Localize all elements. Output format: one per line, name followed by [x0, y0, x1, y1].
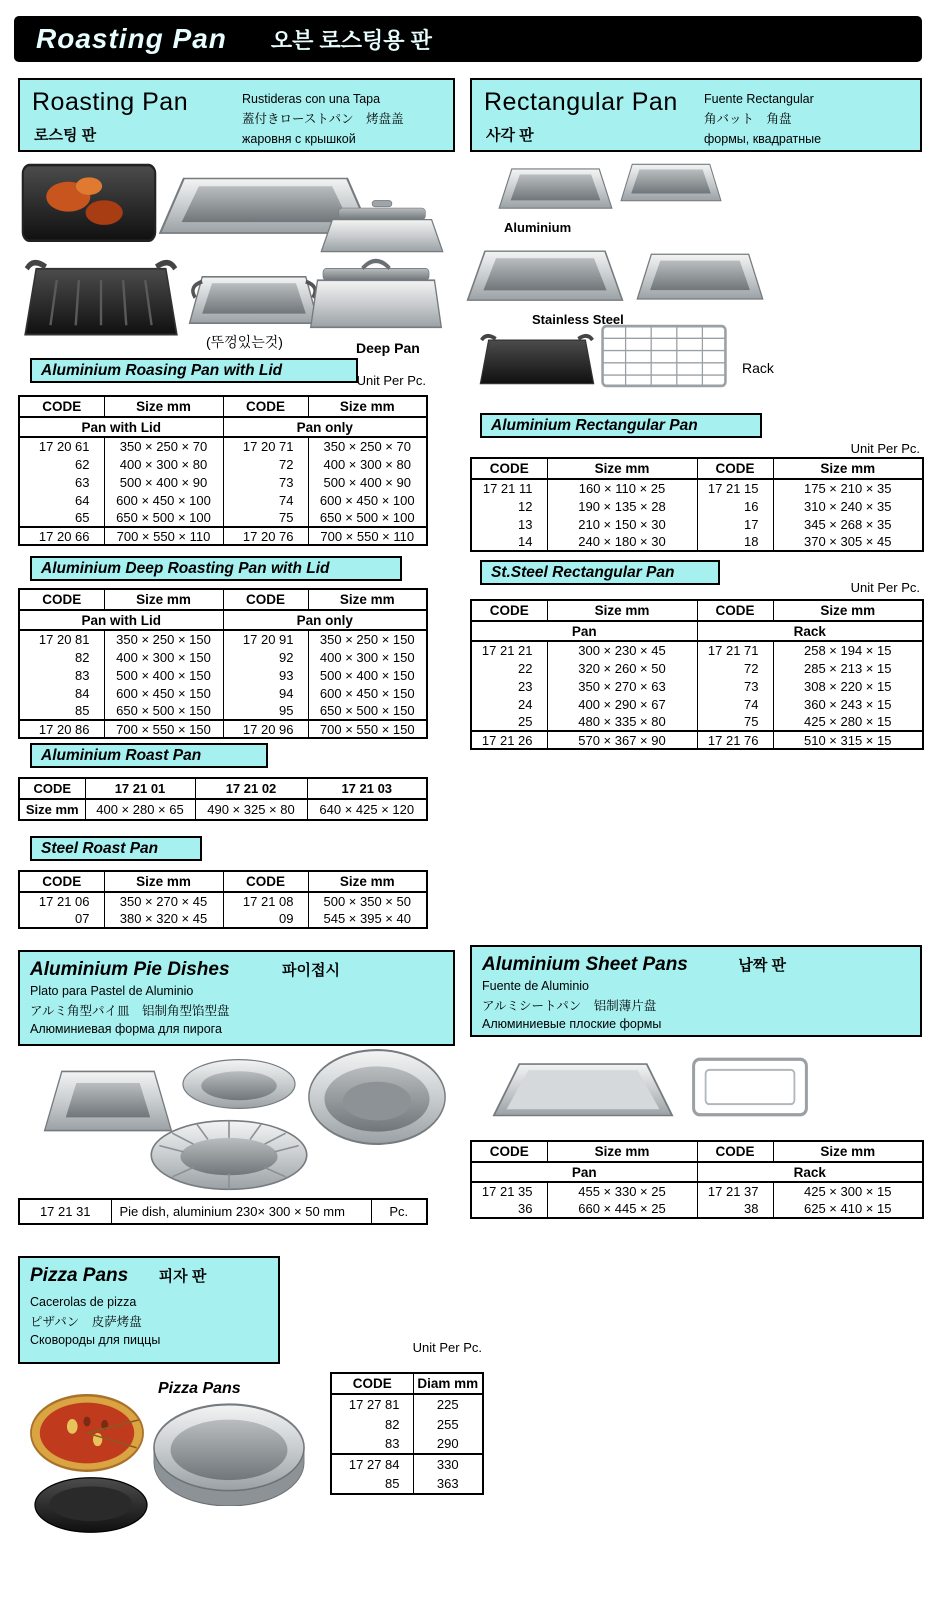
sheet-pans-japanese-chinese: アルミシートパン 铝制薄片盘	[482, 999, 657, 1013]
section-aluminium-roasting-pan-with-lid	[30, 358, 358, 383]
table-cell: 17 20 76	[223, 527, 308, 545]
roasting-pan-japanese-chinese: 蓋付きローストパン 烤盘盖	[242, 112, 404, 126]
table-row	[19, 892, 427, 910]
section-title: Steel Roast Pan	[41, 839, 159, 857]
table-row	[19, 455, 427, 473]
table-row	[19, 630, 427, 648]
table-aluminium-roast-pan	[18, 777, 428, 821]
table-cell: 12	[518, 498, 533, 514]
table-row	[331, 1454, 483, 1474]
aluminium-pie-dishes-box	[18, 950, 455, 1046]
table-cell: 545 × 395 × 40	[308, 910, 427, 928]
round-pie-tin-photo	[306, 1046, 448, 1148]
table-cell: 84	[75, 685, 90, 701]
column-header: Size mm	[104, 589, 223, 610]
table-cell: 400 × 300 × 150	[308, 648, 427, 666]
roasting-pan-title-korean: 로스팅 판	[34, 127, 97, 144]
table-cell: 500 × 400 × 150	[308, 666, 427, 684]
table-cell: 22	[518, 660, 533, 676]
column-header: Diam mm	[413, 1373, 483, 1394]
table-cell: 625 × 410 × 15	[773, 1200, 923, 1218]
table-row	[19, 1199, 427, 1224]
rectangular-pan-title-korean: 사각 판	[486, 127, 534, 144]
table-cell: 75	[697, 713, 773, 731]
column-header: CODE	[19, 396, 104, 417]
table-cell: 17 21 21	[481, 643, 533, 658]
table-cell: 255	[413, 1414, 483, 1434]
table-cell: 700 × 550 × 150	[104, 720, 223, 738]
column-header: CODE	[19, 871, 104, 892]
table-row	[471, 479, 923, 497]
sheet-pans-spanish: Fuente de Aluminio	[482, 979, 590, 993]
column-header: Size mm	[547, 600, 697, 621]
table-row	[19, 702, 427, 720]
table-cell: 07	[75, 911, 90, 926]
table-cell: 400 × 290 × 67	[547, 695, 697, 713]
table-cell: 400 × 300 × 80	[104, 455, 223, 473]
section-title: St.Steel Rectangular Pan	[491, 563, 675, 581]
table-cell: 17 21 02	[195, 778, 307, 799]
black-pizza-pan-photo	[32, 1474, 150, 1536]
table-cell: 310 × 240 × 35	[773, 497, 923, 515]
table-cell: 650 × 500 × 150	[104, 702, 223, 720]
stainless-steel-label: Stainless Steel	[532, 312, 624, 327]
table-cell: 95	[223, 702, 308, 720]
table-subheader-row	[19, 610, 427, 630]
table-cell: 425 × 280 × 15	[773, 713, 923, 731]
table-row	[331, 1474, 483, 1494]
column-header: CODE	[223, 589, 308, 610]
aluminium-sheet-pans-box	[470, 945, 922, 1037]
table-aluminium-roasting-pan-with-lid	[18, 395, 428, 546]
foil-pie-dish-photo	[148, 1116, 310, 1194]
column-header: Size mm	[773, 458, 923, 479]
pie-dishes-spanish: Plato para Pastel de Aluminio	[30, 984, 194, 998]
table-row	[471, 497, 923, 515]
table-cell: 363	[413, 1474, 483, 1494]
column-header: Size mm	[104, 396, 223, 417]
table-row	[19, 720, 427, 738]
table-cell: 500 × 350 × 50	[308, 892, 427, 910]
table-cell: 330	[413, 1454, 483, 1474]
table-cell: 500 × 400 × 90	[104, 473, 223, 491]
table-cell: 300 × 230 × 45	[547, 641, 697, 659]
table-cell: 18	[697, 533, 773, 551]
column-header: CODE	[697, 458, 773, 479]
column-subheader: Pan only	[223, 610, 427, 630]
pizza-pans-box	[18, 1256, 280, 1364]
table-cell: 490 × 325 × 80	[195, 799, 307, 820]
table-cell: 13	[518, 516, 533, 532]
table-cell: Pie dish, aluminium 230× 300 × 50 mm	[111, 1199, 371, 1224]
column-header: Size mm	[308, 396, 427, 417]
table-cell: 350 × 270 × 45	[104, 892, 223, 910]
table-cell: 74	[697, 695, 773, 713]
table-cell: 94	[223, 684, 308, 702]
table-cell: 308 × 220 × 15	[773, 677, 923, 695]
table-cell: 700 × 550 × 110	[104, 527, 223, 545]
table-cell: 17 20 61	[38, 439, 90, 454]
table-row	[331, 1434, 483, 1454]
unit-per-pc-label: Unit Per Pc.	[850, 441, 920, 456]
table-row	[331, 1394, 483, 1414]
table-cell: 36	[518, 1201, 533, 1216]
table-cell: 400 × 300 × 80	[308, 455, 427, 473]
table-cell: 82	[75, 649, 90, 665]
table-cell: 425 × 300 × 15	[773, 1182, 923, 1200]
roasting-pan-title: Roasting Pan	[32, 88, 189, 116]
table-cell: 160 × 110 × 25	[547, 479, 697, 497]
column-subheader: Rack	[697, 1162, 923, 1182]
table-header-row	[19, 589, 427, 610]
table-cell: 17 20 91	[223, 630, 308, 648]
column-header: CODE	[223, 871, 308, 892]
column-subheader: Pan	[471, 621, 697, 641]
stainless-rect-pan-photo-2	[636, 244, 764, 308]
table-cell: 64	[75, 492, 90, 508]
table-row	[19, 666, 427, 684]
rectangular-pan-spanish: Fuente Rectangular	[704, 92, 814, 106]
table-subheader-row	[471, 621, 923, 641]
table-cell: 600 × 450 × 100	[104, 491, 223, 509]
table-aluminium-sheet-pans	[470, 1140, 924, 1219]
pie-dishes-japanese-chinese: アルミ角型パイ皿 铝制角型馅型盘	[30, 1004, 230, 1018]
sheet-rack-photo	[690, 1054, 810, 1120]
table-row	[19, 437, 427, 455]
table-cell: 23	[518, 678, 533, 694]
roasting-pan-translations	[242, 89, 404, 149]
stainless-rect-pan-photo-1	[466, 240, 624, 310]
table-header-row	[471, 1141, 923, 1162]
section-title: Aluminium Roasing Pan with Lid	[41, 361, 283, 379]
table-row	[19, 509, 427, 527]
table-header-row	[19, 871, 427, 892]
table-cell: 17 21 76	[697, 731, 773, 749]
table-cell: 258 × 194 × 15	[773, 641, 923, 659]
table-cell: 370 × 305 × 45	[773, 533, 923, 551]
section-steel-roast-pan	[30, 836, 202, 861]
column-header: Size mm	[104, 871, 223, 892]
table-cell: 38	[697, 1200, 773, 1218]
pizza-pans-title: Pizza Pans	[30, 1265, 129, 1286]
table-row	[19, 491, 427, 509]
column-subheader: Pan only	[223, 417, 427, 437]
table-row	[19, 910, 427, 928]
table-cell: 93	[223, 666, 308, 684]
table-cell: Size mm	[25, 802, 79, 817]
table-cell: 85	[385, 1476, 400, 1491]
rectangular-pan-translations	[704, 89, 821, 149]
table-cell: 09	[223, 910, 308, 928]
table-cell: 72	[223, 455, 308, 473]
table-cell: 700 × 550 × 110	[308, 527, 427, 545]
table-cell: 600 × 450 × 150	[104, 684, 223, 702]
section-title: Aluminium Rectangular Pan	[491, 416, 698, 434]
deep-pizza-pan-photo	[150, 1398, 308, 1506]
table-cell: 480 × 335 × 80	[547, 713, 697, 731]
table-cell: 600 × 450 × 150	[308, 684, 427, 702]
table-pizza-pans	[330, 1372, 484, 1495]
table-cell: 25	[518, 714, 533, 729]
table-cell: 75	[223, 509, 308, 527]
rack-photo	[600, 322, 728, 390]
table-cell: 72	[697, 659, 773, 677]
section-aluminium-roast-pan	[30, 743, 268, 768]
rectangular-pan-header-box	[470, 78, 922, 152]
table-cell: 16	[697, 497, 773, 515]
column-header: CODE	[471, 458, 547, 479]
table-cell: 17 21 01	[85, 778, 195, 799]
pie-dishes-title: Aluminium Pie Dishes	[30, 959, 230, 980]
table-row	[19, 527, 427, 545]
round-pie-dish-photo	[180, 1055, 298, 1113]
column-header: Size mm	[773, 600, 923, 621]
table-header-row	[471, 458, 923, 479]
table-row	[471, 641, 923, 659]
column-header: Size mm	[773, 1141, 923, 1162]
table-cell: 17 21 03	[307, 778, 427, 799]
table-cell: 17 21 08	[223, 892, 308, 910]
table-cell: 73	[697, 677, 773, 695]
table-cell: 17 21 06	[38, 894, 90, 909]
column-header: CODE	[471, 600, 547, 621]
table-cell: 640 × 425 × 120	[307, 799, 427, 820]
sheet-pans-title: Aluminium Sheet Pans	[482, 954, 688, 975]
table-cell: 400 × 280 × 65	[85, 799, 195, 820]
rack-label: Rack	[742, 360, 774, 376]
pizza-pans-russian: Сковороды для пиццы	[30, 1333, 161, 1347]
table-cell: Pc.	[371, 1199, 427, 1224]
section-st-steel-rectangular-pan	[480, 560, 720, 585]
table-row	[471, 713, 923, 731]
unit-per-pc-label: Unit Per Pc.	[412, 1340, 482, 1355]
table-cell: 650 × 500 × 100	[308, 509, 427, 527]
table-cell: 17 27 81	[348, 1397, 400, 1412]
table-aluminium-deep-roasting-pan-with-lid	[18, 588, 428, 739]
section-title: Aluminium Roast Pan	[41, 746, 202, 764]
roasting-pan-header-box	[18, 78, 455, 152]
table-subheader-row	[471, 1162, 923, 1182]
table-cell: 500 × 400 × 150	[104, 666, 223, 684]
aluminium-rect-pan-photo-2	[620, 156, 722, 208]
table-cell: 62	[75, 456, 90, 472]
table-cell: 380 × 320 × 45	[104, 910, 223, 928]
table-row	[19, 648, 427, 666]
table-subheader-row	[19, 417, 427, 437]
column-header: Size mm	[547, 1141, 697, 1162]
deep-pan-label: Deep Pan	[356, 340, 420, 356]
aluminium-label: Aluminium	[504, 220, 572, 235]
page-title-korean: 오븐 로스팅용 판	[270, 27, 432, 53]
pizza-photo	[28, 1392, 146, 1474]
section-aluminium-deep-roasting-pan-with-lid	[30, 556, 402, 581]
table-cell: 17 27 84	[331, 1454, 413, 1474]
table-row	[471, 1200, 923, 1218]
table-cell: 92	[223, 648, 308, 666]
sheet-pan-photo	[492, 1050, 674, 1128]
table-cell: 17 20 81	[38, 632, 90, 647]
column-subheader: Pan	[471, 1162, 697, 1182]
table-steel-roast-pan	[18, 870, 428, 929]
table-cell: 650 × 500 × 100	[104, 509, 223, 527]
table-cell: 82	[385, 1416, 400, 1432]
column-subheader: Pan with Lid	[19, 610, 223, 630]
sheet-pans-title-korean: 납짝 판	[738, 957, 786, 974]
page-banner	[14, 16, 922, 62]
table-cell: 17 21 11	[482, 481, 533, 496]
table-cell: CODE	[19, 778, 85, 799]
pizza-pans-title-korean: 피자 판	[158, 1268, 207, 1285]
table-row	[471, 731, 923, 749]
column-header: Size mm	[308, 871, 427, 892]
section-title: Aluminium Deep Roasting Pan with Lid	[41, 559, 330, 577]
table-cell: 17 21 15	[697, 479, 773, 497]
sheet-pans-russian: Алюминиевые плоские формы	[482, 1017, 662, 1031]
table-cell: 63	[75, 474, 90, 490]
lid-note-label: (뚜껑있는것)	[206, 334, 283, 350]
table-row	[471, 659, 923, 677]
table-cell: 320 × 260 × 50	[547, 659, 697, 677]
table-cell: 240 × 180 × 30	[547, 533, 697, 551]
column-header: CODE	[223, 396, 308, 417]
pie-dishes-russian: Алюминиевая форма для пирога	[30, 1022, 222, 1036]
rectangular-pan-russian: формы, квадратные	[704, 132, 822, 146]
roasting-pan-spanish: Rustideras con una Tapa	[242, 92, 381, 106]
table-cell: 83	[385, 1436, 400, 1451]
table-cell: 350 × 270 × 63	[547, 677, 697, 695]
table-cell: 650 × 500 × 150	[308, 702, 427, 720]
table-cell: 73	[223, 473, 308, 491]
table-row	[19, 473, 427, 491]
table-cell: 17 20 71	[223, 437, 308, 455]
pizza-pans-photo-label: Pizza Pans	[158, 1380, 241, 1397]
table-cell: 570 × 367 × 90	[547, 731, 697, 749]
table-cell: 350 × 250 × 70	[104, 437, 223, 455]
table-cell: 225	[413, 1394, 483, 1414]
table-cell: 85	[75, 703, 90, 718]
table-header-row	[471, 600, 923, 621]
table-cell: 24	[518, 696, 533, 712]
table-row	[19, 799, 427, 820]
table-cell: 350 × 250 × 70	[308, 437, 427, 455]
aluminium-rect-pan-photo-1	[498, 160, 613, 216]
column-subheader: Pan with Lid	[19, 417, 223, 437]
column-header: Size mm	[308, 589, 427, 610]
dark-roaster-with-rack-photo	[22, 250, 180, 344]
column-header: CODE	[697, 1141, 773, 1162]
table-row	[471, 1182, 923, 1200]
deep-pan-with-lid-photo	[308, 250, 444, 334]
section-aluminium-rectangular-pan	[480, 413, 762, 438]
table-cell: 500 × 400 × 90	[308, 473, 427, 491]
grill-pan-food-photo	[20, 158, 158, 246]
table-header-row	[19, 396, 427, 417]
pie-dishes-title-korean: 파이접시	[282, 962, 340, 979]
column-subheader: Rack	[697, 621, 923, 641]
table-cell: 400 × 300 × 150	[104, 648, 223, 666]
table-row	[471, 677, 923, 695]
table-cell: 17 21 26	[471, 731, 547, 749]
table-cell: 17 20 96	[223, 720, 308, 738]
table-st-steel-rectangular-pan	[470, 599, 924, 750]
table-row	[331, 1414, 483, 1434]
table-cell: 700 × 550 × 150	[308, 720, 427, 738]
column-header: CODE	[697, 600, 773, 621]
rectangular-pan-japanese-chinese: 角バット 角盘	[704, 112, 792, 126]
table-cell: 17 21 37	[697, 1182, 773, 1200]
unit-per-pc-label: Unit Per Pc.	[356, 373, 426, 388]
table-cell: 350 × 250 × 150	[308, 630, 427, 648]
table-cell: 345 × 268 × 35	[773, 515, 923, 533]
table-cell: 175 × 210 × 35	[773, 479, 923, 497]
table-cell: 285 × 213 × 15	[773, 659, 923, 677]
roasting-pan-with-handles-photo	[184, 256, 324, 336]
roasting-pan-russian: жаровня с крышкой	[242, 132, 356, 146]
table-cell: 17	[697, 515, 773, 533]
column-header: CODE	[19, 589, 104, 610]
page-title: Roasting Pan	[36, 23, 227, 54]
pizza-pans-japanese-chinese: ピザパン 皮萨烤盘	[30, 1315, 142, 1329]
table-cell: 455 × 330 × 25	[547, 1182, 697, 1200]
table-cell: 600 × 450 × 100	[308, 491, 427, 509]
column-header: Size mm	[547, 458, 697, 479]
table-cell: 17 20 86	[19, 720, 104, 738]
table-row	[471, 533, 923, 551]
table-cell: 660 × 445 × 25	[547, 1200, 697, 1218]
table-cell: 350 × 250 × 150	[104, 630, 223, 648]
table-row	[19, 684, 427, 702]
dark-pan-with-handles-photo	[478, 326, 596, 390]
table-cell: 290	[413, 1434, 483, 1454]
table-row	[471, 515, 923, 533]
table-aluminium-rectangular-pan	[470, 457, 924, 552]
table-cell: 14	[518, 534, 533, 549]
rectangular-pan-title: Rectangular Pan	[484, 88, 678, 116]
column-header: CODE	[471, 1141, 547, 1162]
table-cell: 210 × 150 × 30	[547, 515, 697, 533]
table-cell: 17 20 66	[19, 527, 104, 545]
column-header: CODE	[331, 1373, 413, 1394]
table-header-row	[331, 1373, 483, 1394]
table-cell: 65	[75, 510, 90, 525]
table-row	[471, 695, 923, 713]
unit-per-pc-label: Unit Per Pc.	[850, 580, 920, 595]
table-cell: 190 × 135 × 28	[547, 497, 697, 515]
table-cell: 510 × 315 × 15	[773, 731, 923, 749]
table-cell: 17 21 35	[481, 1184, 533, 1199]
roasting-pan-with-lid-photo	[320, 194, 444, 258]
table-cell: 74	[223, 491, 308, 509]
table-cell: 17 21 71	[697, 641, 773, 659]
table-row	[19, 778, 427, 799]
table-cell: 17 21 31	[39, 1204, 91, 1219]
pizza-pans-spanish: Cacerolas de pizza	[30, 1295, 137, 1309]
table-cell: 360 × 243 × 15	[773, 695, 923, 713]
table-pie-dish	[18, 1198, 428, 1225]
table-cell: 83	[75, 667, 90, 683]
